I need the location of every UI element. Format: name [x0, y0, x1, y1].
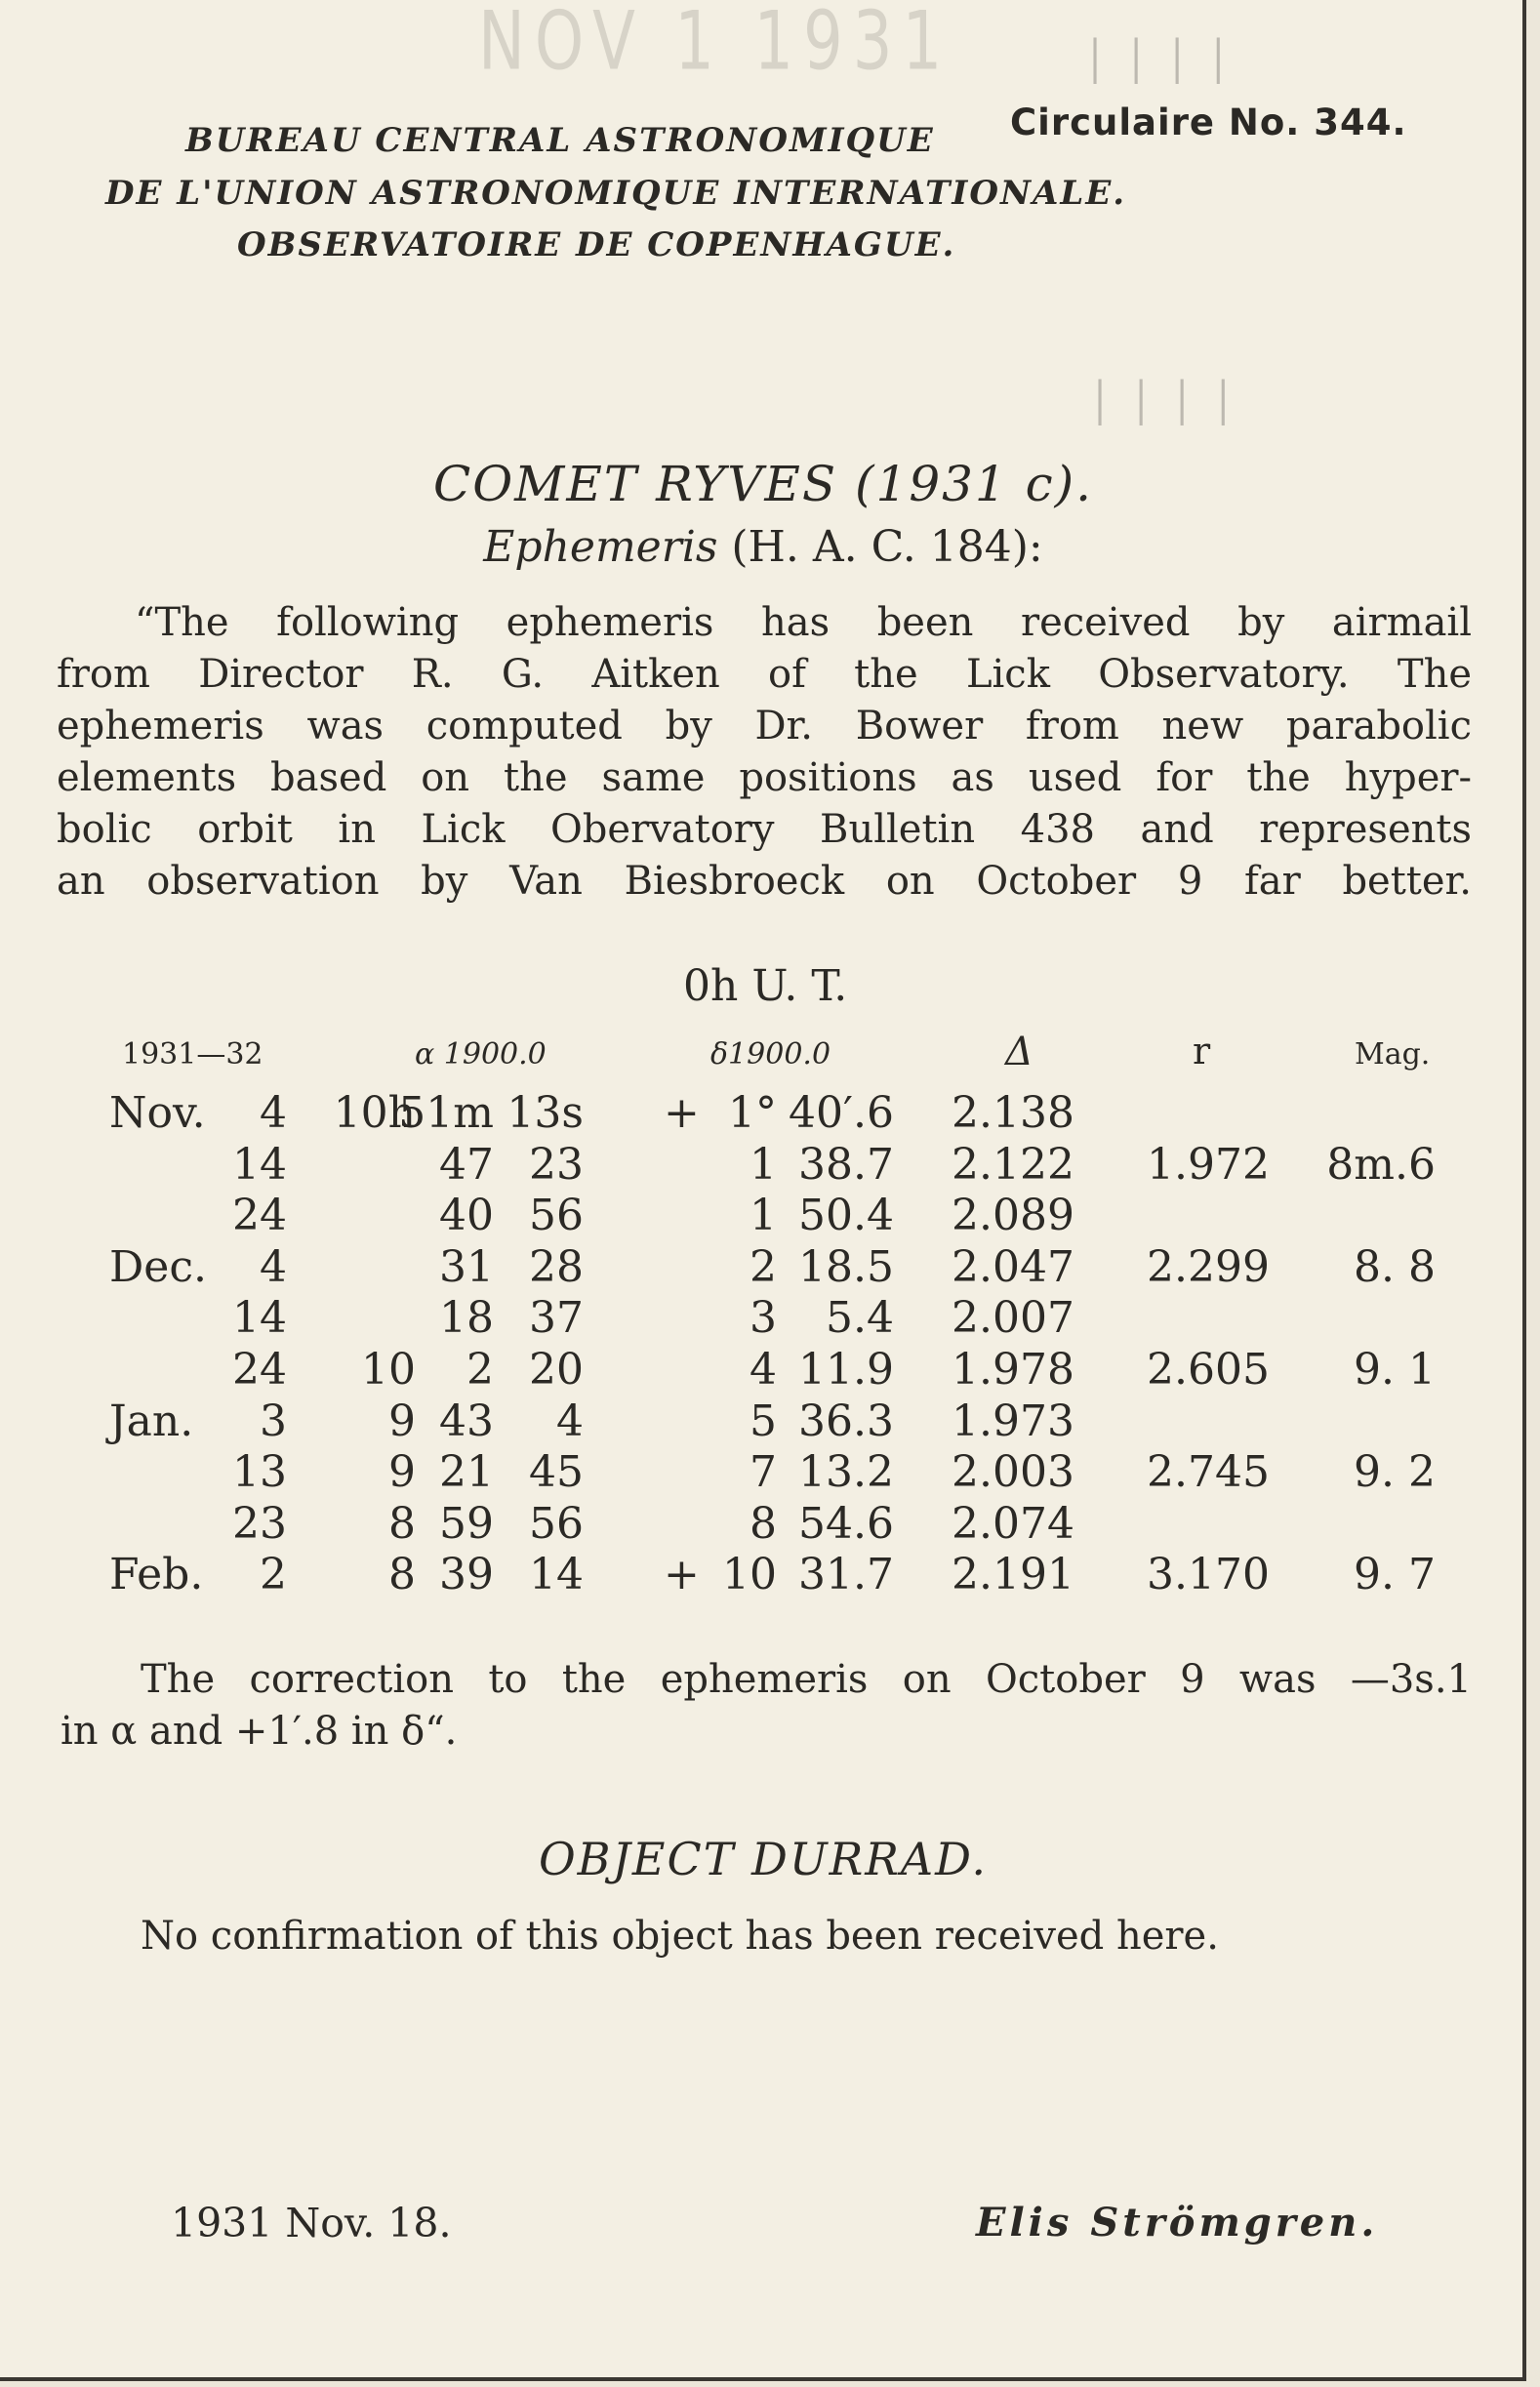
- cell-dec-deg: 1: [750, 1139, 777, 1190]
- paragraph-line: “The following ephemeris has been received by airmail: [135, 600, 1472, 645]
- cell-ra-m: 31: [439, 1241, 494, 1292]
- cell-delta: 2.007: [952, 1293, 1074, 1344]
- correction-line: The correction to the ephemeris on October 9 was —3s.1: [141, 1657, 1472, 1702]
- postmark-lines-icon: ││││: [1083, 39, 1248, 84]
- cell-day: 13: [232, 1447, 287, 1498]
- cell-ra-h: 8: [388, 1498, 416, 1549]
- cell-ra-h: 10: [361, 1345, 416, 1395]
- bureau-line-1: BUREAU CENTRAL ASTRONOMIQUE: [185, 121, 935, 160]
- ephemeris-subtitle: [0, 522, 1526, 572]
- cell-dec-deg: 1°: [728, 1088, 777, 1138]
- cell-ra-m: 2: [466, 1345, 494, 1395]
- cell-ra-m: 51m: [398, 1088, 494, 1138]
- cell-day: 24: [232, 1345, 287, 1395]
- cell-day: 23: [232, 1498, 287, 1549]
- cell-ra-s: 45: [529, 1447, 584, 1498]
- col-header-dec: δ1900.0: [710, 1037, 831, 1072]
- col-header-mag: Mag.: [1355, 1037, 1431, 1072]
- cell-mag: 9. 2: [1354, 1447, 1436, 1498]
- footer-date: 1931 Nov. 18.: [171, 2200, 452, 2246]
- cell-delta: 2.047: [952, 1241, 1074, 1292]
- correction-paragraph: [61, 1654, 1472, 1758]
- cell-ra-h: 10h: [333, 1088, 416, 1138]
- subtitle-italic: Ephemeris: [483, 522, 718, 572]
- cell-dec-deg: 3: [750, 1293, 777, 1344]
- cell-dec-min: 40′.6: [789, 1088, 894, 1138]
- cell-delta: 2.191: [952, 1550, 1074, 1600]
- cell-mag: 9. 1: [1354, 1345, 1436, 1395]
- cell-dec-min: 50.4: [798, 1191, 894, 1241]
- cell-dec-min: 54.6: [798, 1498, 894, 1549]
- col-header-r: r: [1193, 1030, 1211, 1072]
- cell-ra-m: 39: [439, 1550, 494, 1600]
- cell-ra-s: 4: [556, 1396, 584, 1446]
- cell-mag: 9. 7: [1354, 1550, 1436, 1600]
- cell-ra-h: 8: [388, 1550, 416, 1600]
- cell-dec-min: 31.7: [798, 1550, 894, 1600]
- cell-month: Feb.: [109, 1550, 204, 1600]
- cell-delta: 2.122: [952, 1139, 1074, 1190]
- cell-day: 2: [260, 1550, 287, 1600]
- cell-dec-deg: 4: [750, 1345, 777, 1395]
- bureau-line-3: OBSERVATOIRE DE COPENHAGUE.: [237, 225, 956, 264]
- cell-dec-min: 5.4: [826, 1293, 894, 1344]
- circular-number: Circulaire No. 344.: [1010, 101, 1407, 143]
- paragraph-line: ephemeris was computed by Dr. Bower from new parabolic: [57, 704, 1472, 748]
- cell-dec-min: 18.5: [798, 1241, 894, 1292]
- cell-month: Nov.: [109, 1088, 206, 1138]
- cell-r: 1.972: [1147, 1139, 1270, 1190]
- cell-dec-deg: 7: [750, 1447, 777, 1498]
- correction-line: in α and +1′.8 in δ“.: [61, 1709, 458, 1754]
- paragraph-line: from Director R. G. Aitken of the Lick Observatory. The: [57, 652, 1472, 697]
- cell-delta: 2.138: [952, 1088, 1074, 1138]
- paragraph-line: an observation by Van Biesbroeck on October 9 far better.: [57, 859, 1472, 904]
- cell-dec-deg: 5: [750, 1396, 777, 1446]
- cell-day: 4: [260, 1241, 287, 1292]
- col-header-delta: Δ: [1005, 1030, 1033, 1074]
- cell-ra-s: 13s: [507, 1088, 584, 1138]
- cell-delta: 2.089: [952, 1191, 1074, 1241]
- cell-day: 4: [260, 1088, 287, 1138]
- cell-day: 14: [232, 1293, 287, 1344]
- cell-dec-deg: 8: [750, 1498, 777, 1549]
- cell-day: 3: [260, 1396, 287, 1446]
- cell-dec-sign: +: [664, 1088, 700, 1138]
- cell-ra-h: 9: [388, 1396, 416, 1446]
- paragraph-line: elements based on the same positions as used for the hyper-: [57, 755, 1472, 800]
- signature: Elis Strömgren.: [976, 2200, 1379, 2245]
- cell-ra-s: 23: [529, 1139, 584, 1190]
- cell-ra-m: 18: [439, 1293, 494, 1344]
- cell-ra-m: 43: [439, 1396, 494, 1446]
- cell-day: 14: [232, 1139, 287, 1190]
- cell-dec-min: 13.2: [798, 1447, 894, 1498]
- cell-dec-deg: 1: [750, 1191, 777, 1241]
- subtitle-rest: (H. A. C. 184):: [717, 522, 1043, 572]
- paragraph-line: bolic orbit in Lick Obervatory Bulletin 438 and represents: [57, 807, 1472, 852]
- cell-ra-s: 14: [529, 1550, 584, 1600]
- cell-mag: 8m.6: [1326, 1139, 1436, 1190]
- epoch-label: 0h U. T.: [683, 961, 848, 1011]
- cell-dec-min: 38.7: [798, 1139, 894, 1190]
- object-text: No confirmation of this object has been received here.: [141, 1914, 1219, 1959]
- cell-r: 3.170: [1147, 1550, 1270, 1600]
- bureau-line-2: DE L'UNION ASTRONOMIQUE INTERNATIONALE.: [105, 174, 1127, 213]
- object-title: OBJECT DURRAD.: [538, 1833, 989, 1885]
- cell-ra-s: 37: [529, 1293, 584, 1344]
- received-date-stamp: NOV 1 1931: [478, 0, 952, 90]
- col-header-ra: α 1900.0: [415, 1037, 547, 1072]
- cell-month: Jan.: [109, 1396, 194, 1446]
- cell-r: 2.745: [1147, 1447, 1270, 1498]
- cell-month: Dec.: [109, 1241, 207, 1292]
- cell-mag: 8. 8: [1354, 1241, 1436, 1292]
- cell-ra-s: 20: [529, 1345, 584, 1395]
- comet-paragraph: [57, 597, 1472, 908]
- cell-day: 24: [232, 1191, 287, 1241]
- cell-dec-min: 11.9: [798, 1345, 894, 1395]
- cell-ra-s: 56: [529, 1191, 584, 1241]
- cell-ra-m: 21: [439, 1447, 494, 1498]
- cell-ra-s: 56: [529, 1498, 584, 1549]
- cell-delta: 1.973: [952, 1396, 1074, 1446]
- cell-dec-deg: 10: [722, 1550, 777, 1600]
- cell-ra-m: 40: [439, 1191, 494, 1241]
- cell-ra-m: 47: [439, 1139, 494, 1190]
- cell-r: 2.605: [1147, 1345, 1270, 1395]
- col-header-date: 1931—32: [122, 1037, 263, 1072]
- cell-r: 2.299: [1147, 1241, 1270, 1292]
- cell-dec-sign: +: [664, 1550, 700, 1600]
- cell-dec-min: 36.3: [798, 1396, 894, 1446]
- cell-delta: 2.003: [952, 1447, 1074, 1498]
- cell-ra-h: 9: [388, 1447, 416, 1498]
- cell-ra-s: 28: [529, 1241, 584, 1292]
- cell-dec-deg: 2: [750, 1241, 777, 1292]
- cell-ra-m: 59: [439, 1498, 494, 1549]
- cell-delta: 1.978: [952, 1345, 1074, 1395]
- postmark-lines-icon: ││││: [1088, 381, 1253, 425]
- comet-title: COMET RYVES (1931 c).: [432, 456, 1094, 512]
- cell-delta: 2.074: [952, 1498, 1074, 1549]
